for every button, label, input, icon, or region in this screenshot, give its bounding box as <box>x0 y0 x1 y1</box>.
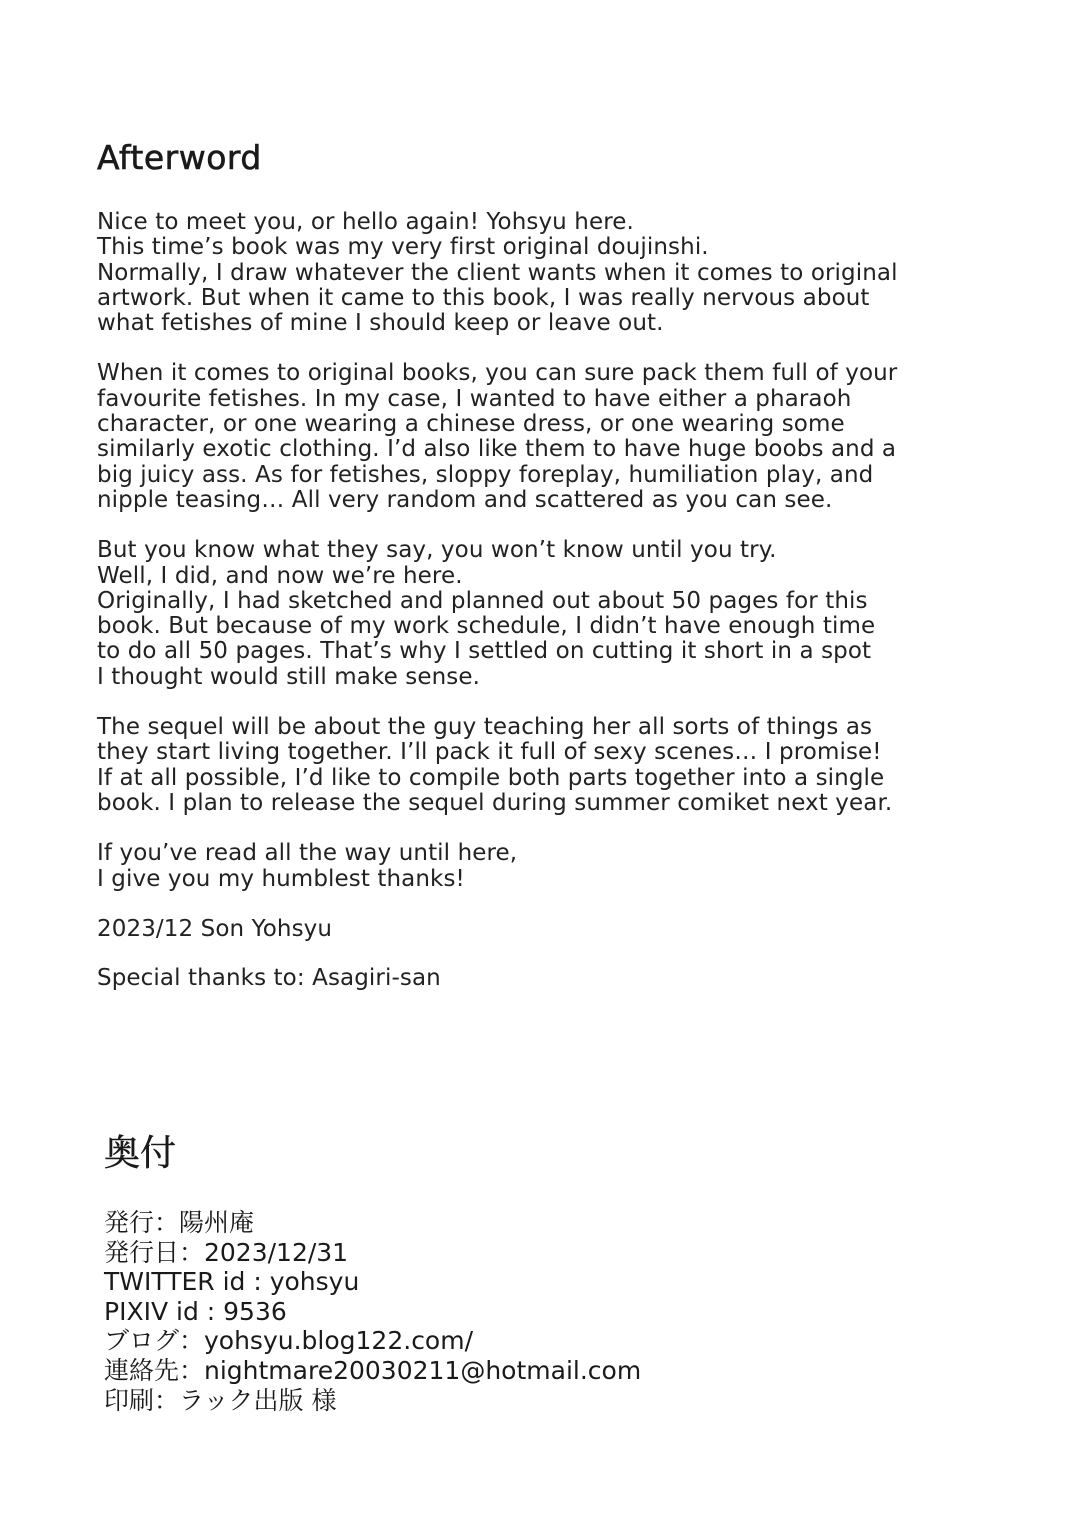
paragraph-spacer <box>97 942 977 966</box>
text-line: Normally, I draw whatever the client wants when it comes to original <box>97 259 898 286</box>
paragraph-spacer <box>97 336 977 361</box>
text-line: I give you my humblest thanks! <box>97 865 465 892</box>
text-line: book. But because of my work schedule, I didn’t have enough time <box>97 613 876 640</box>
afterword-paragraph-1 <box>97 210 977 336</box>
text-line: I thought would still make sense. <box>97 663 481 690</box>
text-line: This time’s book was my very first original doujinshi. <box>97 234 709 261</box>
afterword-signature <box>97 917 977 942</box>
colophon-publish-date: 発行日：2023/12/31 <box>104 1237 349 1267</box>
colophon-section <box>104 1130 804 1415</box>
text-line: to do all 50 pages. That’s why I settled on cutting it short in a spot <box>97 638 872 665</box>
colophon-pixiv-id: PIXIV id : 9536 <box>104 1296 287 1326</box>
text-line: nipple teasing… All very random and scattered as you can see. <box>97 486 833 513</box>
colophon-printer: 印刷：ラック出版 様 <box>104 1385 337 1415</box>
colophon-blog: ブログ：yohsyu.blog122.com/ <box>104 1326 474 1356</box>
text-line: If you’ve read all the way until here, <box>97 840 518 867</box>
text-line: artwork. But when it came to this book, I was really nervous about <box>97 284 870 311</box>
signature-line: 2023/12 Son Yohsyu <box>97 915 333 942</box>
text-line: Originally, I had sketched and planned out about 50 pages for this <box>97 587 868 614</box>
afterword-paragraph-4 <box>97 715 977 816</box>
colophon-list <box>104 1208 804 1415</box>
text-line: big juicy ass. As for fetishes, sloppy foreplay, humiliation play, and <box>97 461 874 488</box>
text-line: character, or one wearing a chinese dress, or one wearing some <box>97 411 845 438</box>
text-line: what fetishes of mine I should keep or leave out. <box>97 310 664 337</box>
colophon-contact: 連絡先：nightmare20030211@hotmail.com <box>104 1355 642 1385</box>
paragraph-spacer <box>97 513 977 538</box>
text-line: they start living together. I’ll pack it full of sexy scenes… I promise! <box>97 739 882 766</box>
text-line: similarly exotic clothing. I’d also like them to have huge boobs and a <box>97 436 897 463</box>
text-line: The sequel will be about the guy teaching her all sorts of things as <box>97 714 873 741</box>
afterword-paragraph-2 <box>97 361 977 513</box>
colophon-publisher: 発行：陽州庵 <box>104 1208 255 1237</box>
text-line: Well, I did, and now we’re here. <box>97 562 463 589</box>
colophon-twitter-id: TWITTER id : yohsyu <box>104 1267 360 1297</box>
paragraph-spacer <box>97 816 977 841</box>
afterword-title: Afterword <box>97 138 262 177</box>
colophon-title: 奥付 <box>104 1133 177 1174</box>
text-line: favourite fetishes. In my case, I wanted to have either a pharaoh <box>97 385 852 412</box>
paragraph-spacer <box>97 892 977 917</box>
special-thanks-line: Special thanks to: Asagiri-san <box>97 965 441 992</box>
afterword-section <box>97 136 977 991</box>
afterword-paragraph-3 <box>97 538 977 690</box>
text-line: Nice to meet you, or hello again! Yohsyu here. <box>97 209 634 235</box>
text-line: If at all possible, I’d like to compile both parts together into a single <box>97 764 885 791</box>
afterword-special-thanks <box>97 966 977 991</box>
text-line: But you know what they say, you won’t know until you try. <box>97 537 777 564</box>
text-line: book. I plan to release the sequel during summer comiket next year. <box>97 789 893 816</box>
paragraph-spacer <box>97 690 977 715</box>
text-line: When it comes to original books, you can sure pack them full of your <box>97 360 898 387</box>
afterword-paragraph-5 <box>97 841 977 892</box>
